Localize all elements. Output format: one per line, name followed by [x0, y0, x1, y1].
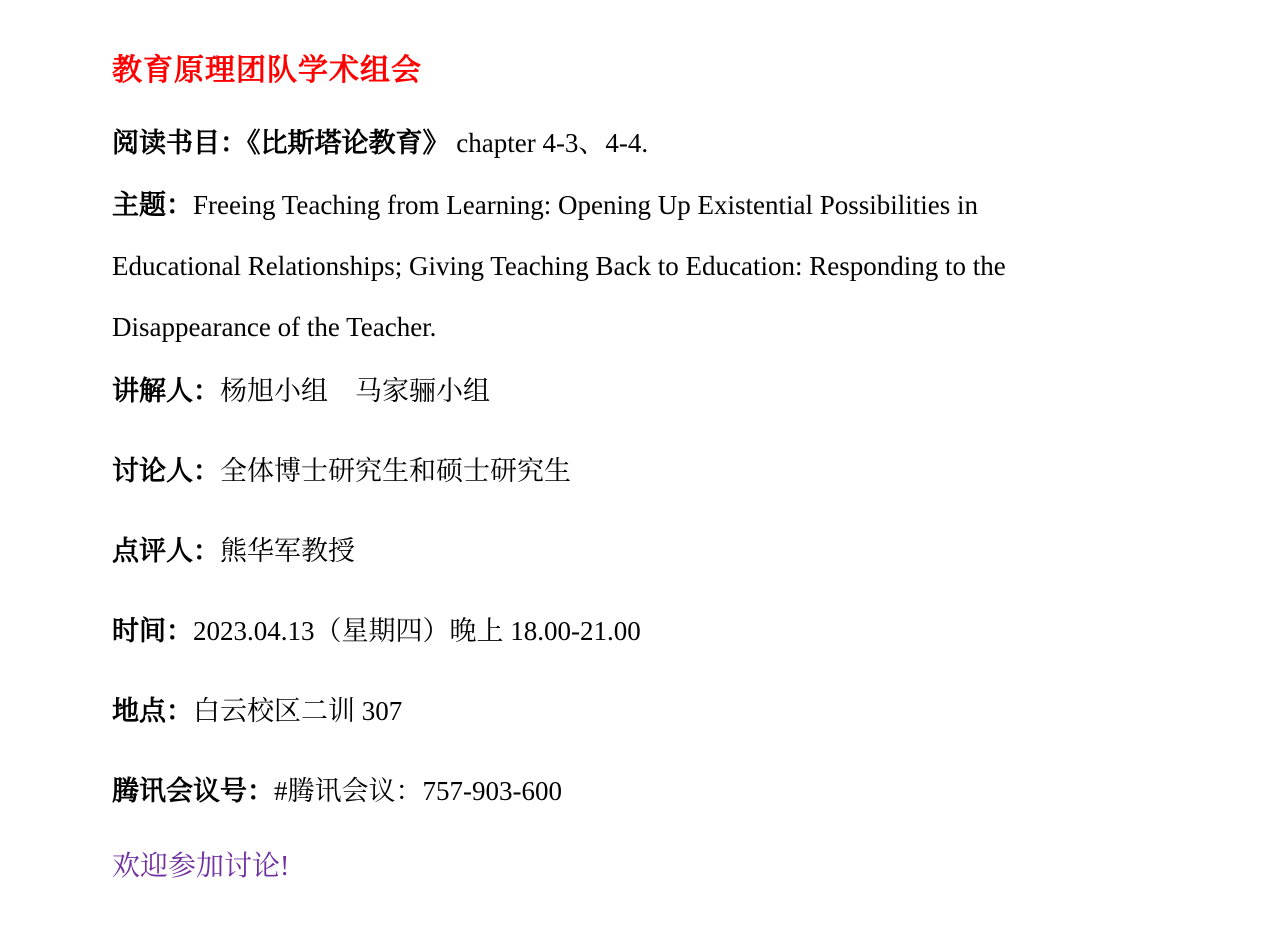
topic-text-line-3: Disappearance of the Teacher.: [112, 312, 437, 342]
time-row: [112, 612, 1188, 650]
discussants-row: [112, 452, 1188, 490]
presenters-value: 杨旭小组 马家骊小组: [220, 376, 490, 406]
topic-paragraph: [112, 175, 1188, 358]
reading-list-label: 阅读书目：: [112, 128, 247, 158]
reading-book-title: 《比斯塔论教育》: [247, 128, 450, 158]
topic-text-line-1: Freeing Teaching from Learning: Opening Up Existential Possibilities in: [193, 190, 978, 220]
commentator-value: 熊华军教授: [220, 536, 355, 566]
presenters-label: 讲解人：: [112, 376, 220, 406]
time-label: 时间：: [112, 616, 193, 646]
meeting-id-value: #腾讯会议：757-903-600: [274, 776, 562, 806]
discussants-label: 讨论人：: [112, 456, 220, 486]
commentator-row: [112, 532, 1188, 570]
topic-text-line-2: Educational Relationships; Giving Teaching Back to Education: Responding to the: [112, 251, 1006, 281]
location-label: 地点：: [112, 696, 193, 726]
closing-invitation: 欢迎参加讨论!: [112, 851, 290, 882]
location-value: 白云校区二训 307: [193, 696, 403, 726]
discussants-value: 全体博士研究生和硕士研究生: [220, 456, 571, 486]
reading-chapters: chapter 4-3、4-4.: [449, 128, 649, 158]
time-value: 2023.04.13（星期四）晚上 18.00-21.00: [193, 616, 641, 646]
meeting-id-row: [112, 772, 1188, 810]
topic-label: 主题：: [112, 190, 193, 220]
page-title: 教育原理团队学术组会: [112, 54, 422, 87]
commentator-label: 点评人：: [112, 536, 220, 566]
reading-list-row: [112, 124, 1188, 162]
topic-line-1: [112, 175, 1188, 236]
presenters-row: [112, 372, 1188, 410]
meeting-id-label: 腾讯会议号：: [112, 776, 274, 806]
location-row: [112, 692, 1188, 730]
